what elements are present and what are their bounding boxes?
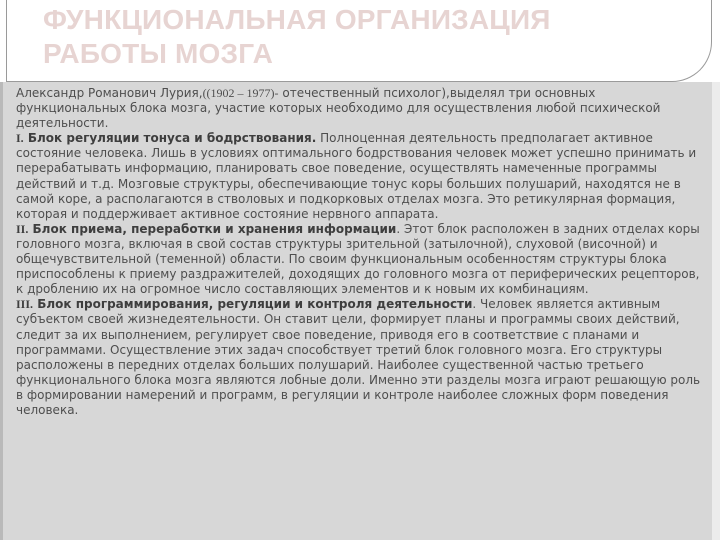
block-1-text: Полноценная деятельность предполагает активное состояние человека. Лишь в условиях оптимального бодрствования человек может успешно принимать и перерабатывать информацию, планировать свое поведение, осуществлять намеченные программы действий и т.д. Мозговые структуры, обеспечивающие тонус коры больших полушарий, находятся не в самой коре, а располагаются в стволовых и подкорковых отделах мозга. Это ретикулярная формация, которая и поддерживает активное состояние нервного аппарата. bbox=[16, 131, 697, 221]
block-1-heading: Блок регуляции тонуса и бодрствования. bbox=[23, 131, 317, 146]
intro-paragraph bbox=[16, 86, 706, 131]
slide-title: ФУНКЦИОНАЛЬНАЯ ОРГАНИЗАЦИЯ РАБОТЫ МОЗГА bbox=[43, 4, 551, 69]
block-3-text: . Человек является активным субъектом своей жизнедеятельности. Он ставит цели, формирует планы и программы своих действий, следит за их выполнением, регулирует свое поведение, приводя его в соответствие с планами и программами. Осуществление этих задач способствует третий блок головного мозга. Его структуры расположены в передних отделах больших полушарий. Наиболее существенной частью третьего функционального блока мозга являются лобные доли. Именно эти разделы мозга играют решающую роль в формировании намерений и программ, в регуляции и контроле наиболее сложных форм поведения человека. bbox=[16, 297, 701, 417]
block-3-number: III. bbox=[16, 297, 34, 312]
block-3-heading: Блок программирования, регуляции и контроля деятельности bbox=[33, 297, 473, 312]
block-2-text: . Этот блок расположен в задних отделах коры головного мозга, включая в свой состав структуры зрительной (затылочной), слуховой (височной) и общечувствительной (теменной) области. По своим функциональным особенностям структуры блока приспособлены к приему раздражителей, доходящих до головного мозга от периферических рецепторов, к дроблению их на огромное число составляющих элементов и к новым их комбинациям. bbox=[16, 221, 700, 297]
intro-rest: отечественный психолог),выделял три основных функциональных блока мозга, участие которых необходимо для осуществления любой психической деятельности. bbox=[16, 86, 661, 131]
block-3-paragraph bbox=[16, 297, 706, 418]
intro-name: Александр Романович Лурия, bbox=[16, 86, 203, 100]
block-2-heading: Блок приема, переработки и хранения информации bbox=[28, 221, 397, 236]
intro-dates: ((1902 – 1977)- bbox=[202, 86, 279, 100]
body-text bbox=[16, 86, 706, 418]
block-1-number: I. bbox=[16, 131, 24, 146]
right-edge-strip bbox=[712, 82, 720, 540]
block-2-paragraph bbox=[16, 222, 706, 297]
block-1-paragraph bbox=[16, 131, 706, 222]
block-2-number: II. bbox=[16, 221, 29, 236]
content-panel bbox=[0, 82, 720, 540]
